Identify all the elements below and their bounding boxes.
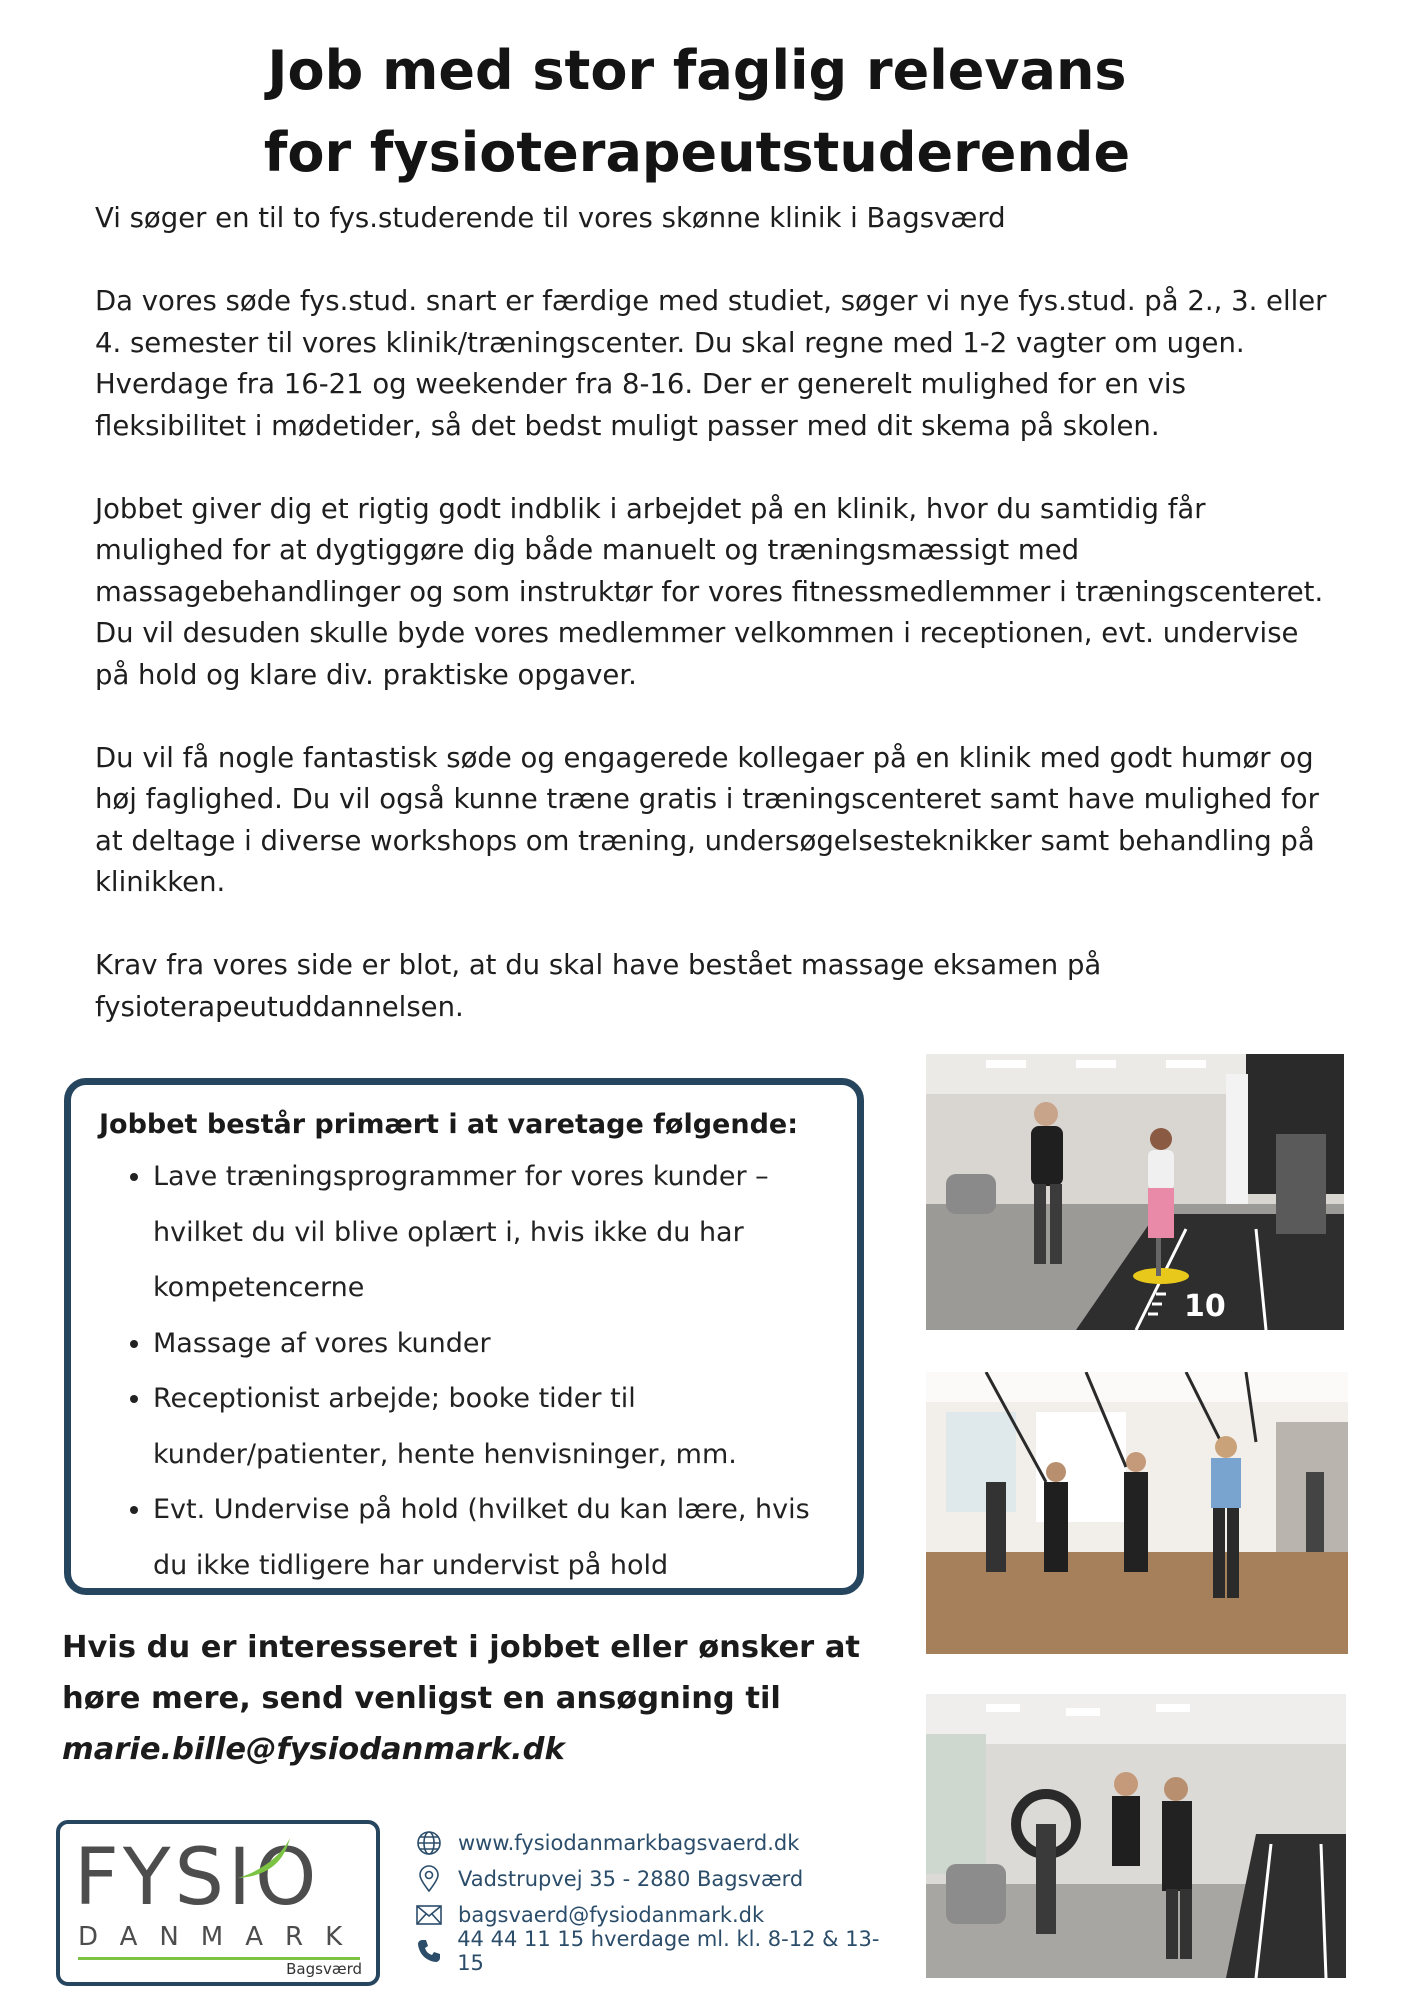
tasks-heading: Jobbet består primært i at varetage følgende: [99, 1109, 799, 1140]
photo-fitness-room [926, 1694, 1346, 1978]
task-item: • Lave træningsprogrammer for vores kunder – hvilket du vil blive oplært i, hvis ikke du har kompetencerne [153, 1149, 835, 1316]
tasks-box [64, 1078, 864, 1595]
website-row [414, 1825, 894, 1861]
application-email-link[interactable]: marie.bille@fysiodanmark.dk [62, 1732, 565, 1767]
phone-text: 44 44 11 15 hverdage ml. kl. 8-12 & 13-15 [457, 1927, 880, 1975]
fysio-danmark-logo [56, 1820, 380, 1986]
logo-subtitle: DANMARK [78, 1922, 365, 1952]
website-link[interactable]: www.fysiodanmarkbagsvaerd.dk [458, 1831, 800, 1855]
task-item: • Receptionist arbejde; booke tider til kunder/patienter, hente henvisninger, mm. [153, 1371, 835, 1482]
logo-swoosh-icon [228, 1832, 308, 1892]
photo-trx-class [926, 1372, 1348, 1654]
logo-city: Bagsværd [286, 1960, 362, 1978]
contact-info [414, 1825, 894, 1975]
location-pin-icon [414, 1864, 444, 1894]
insight-paragraph: Jobbet giver dig et rigtig godt indblik i arbejdet på en klinik, hvor du samtidig får mulighed for at dygtiggøre dig både manuelt og træningsmæssigt med massagebehandlinger og som instruktør for vores fitnessmedlemmer i træningscenteret. Du vil desuden skulle byde vores medlemmer velkommen i receptionen, evt. undervise på hold og klare div. praktiske opgaver. [95, 492, 1324, 691]
title-line-1: Job med stor faglig relevans [267, 39, 1127, 102]
task-item: • Massage af vores kunder [153, 1316, 835, 1372]
phone-row [414, 1927, 894, 1975]
logo-wordmark: FYSIO [74, 1833, 321, 1923]
application-cta [62, 1622, 902, 1775]
task-item: • Evt. Undervise på hold (hvilket du kan lære, hvis du ikke tidligere har undervist på hold [153, 1482, 835, 1593]
svg-text:10: 10 [1184, 1289, 1226, 1324]
phone-icon [414, 1936, 443, 1966]
address-row [414, 1861, 894, 1897]
cta-text: Hvis du er interesseret i jobbet eller ønsker at høre mere, send venligst en ansøgning til [62, 1630, 860, 1716]
tasks-list [99, 1149, 835, 1593]
mail-icon [414, 1900, 444, 1930]
address-text: Vadstrupvej 35 - 2880 Bagsværd [458, 1867, 804, 1891]
photo-sled-training [926, 1054, 1344, 1330]
requirements-paragraph: Krav fra vores side er blot, at du skal have bestået massage eksamen på fysioterapeutuddannelsen. [95, 949, 1102, 1023]
job-description [95, 198, 1335, 1070]
colleagues-paragraph: Du vil få nogle fantastisk søde og engagerede kollegaer på en klinik med godt humør og høj faglighed. Du vil også kunne træne gratis i træningscenteret samt have mulighed for at deltage i diverse workshops om træning, undersøgelsesteknikker samt behandling på klinikken. [95, 741, 1319, 898]
intro-paragraph: Vi søger en til to fys.studerende til vores skønne klinik i Bagsværd [95, 202, 1006, 234]
title-line-2: for fysioterapeutstuderende [263, 121, 1131, 184]
globe-icon [414, 1828, 444, 1858]
contact-email-link[interactable]: bagsvaerd@fysiodanmark.dk [458, 1903, 765, 1927]
shifts-paragraph: Da vores søde fys.stud. snart er færdige med studiet, søger vi nye fys.stud. på 2., 3. eller 4. semester til vores klinik/træningscenter. Du skal regne med 1-2 vagter om ugen. Hverdage fra 16-21 og weekender fra 8-16. Der er generelt mulighed for en vis fleksibilitet i mødetider, så det bedst muligt passer med dit skema på skolen. [95, 285, 1327, 442]
page-title [0, 30, 1394, 194]
